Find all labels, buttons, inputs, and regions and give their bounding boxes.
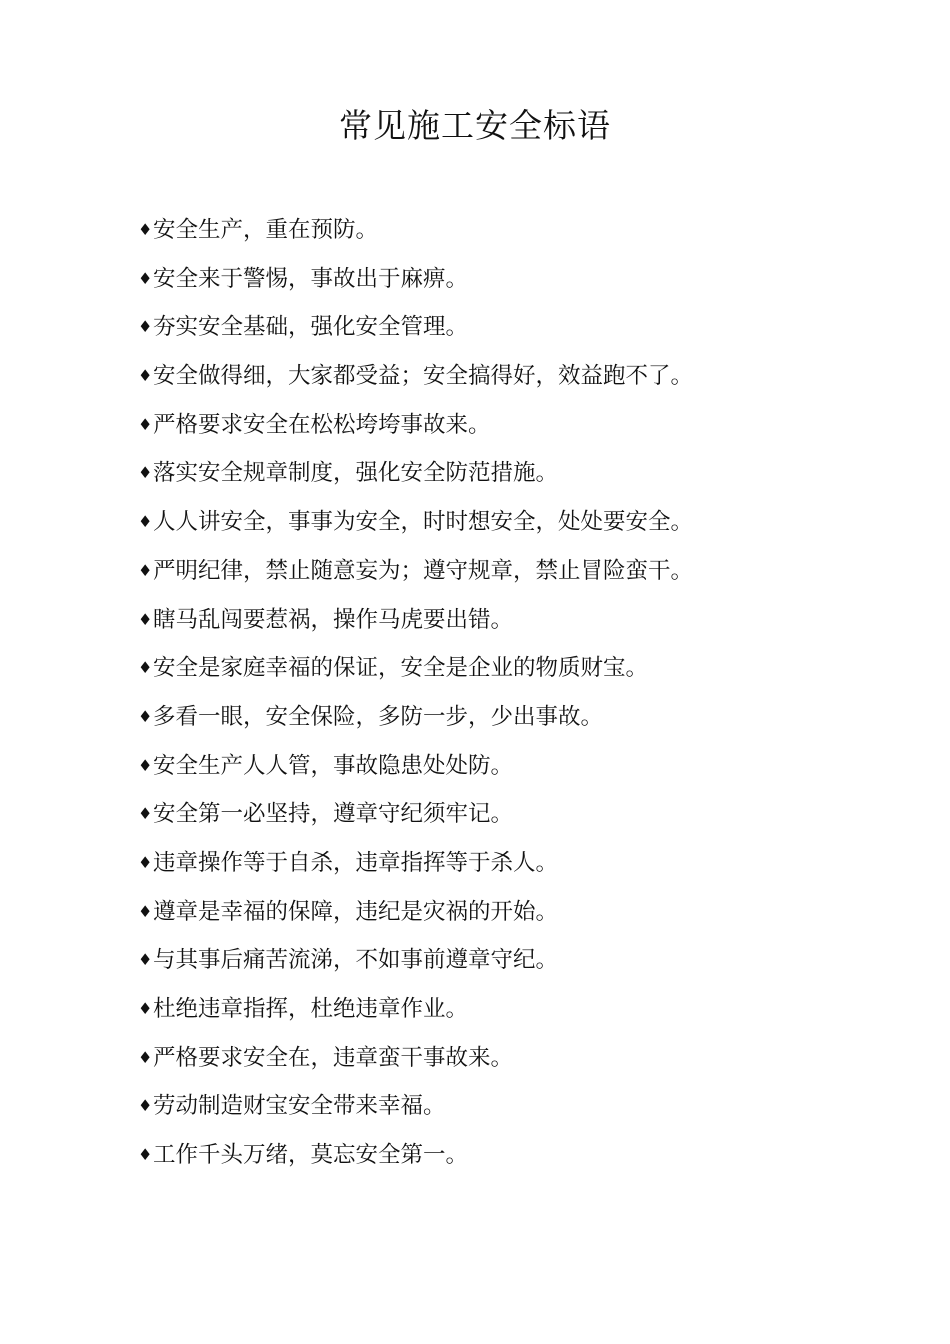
list-item	[138, 693, 898, 742]
diamond-bullet-icon: ♦	[138, 560, 153, 580]
diamond-bullet-icon: ♦	[138, 463, 153, 483]
diamond-bullet-icon: ♦	[138, 414, 153, 434]
list-item	[138, 352, 898, 401]
slogan-text: 劳动制造财宝安全带来幸福。	[153, 1093, 446, 1120]
list-item	[138, 206, 898, 255]
slogan-text: 多看一眼，安全保险，多防一步，少出事故。	[153, 703, 604, 730]
slogan-text: 违章操作等于自杀，违章指挥等于杀人。	[153, 849, 559, 876]
diamond-bullet-icon: ♦	[138, 220, 153, 239]
list-item	[138, 596, 898, 645]
diamond-bullet-icon: ♦	[138, 609, 153, 629]
list-item	[138, 449, 898, 498]
slogan-text: 落实安全规章制度，强化安全防范措施。	[153, 460, 559, 487]
list-item	[138, 742, 898, 791]
slogan-text: 与其事后痛苦流涕，不如事前遵章守纪。	[153, 947, 559, 974]
list-item	[138, 1131, 898, 1180]
slogan-text: 安全第一必坚持，遵章守纪须牢记。	[153, 801, 514, 828]
list-item	[138, 790, 898, 839]
diamond-bullet-icon: ♦	[138, 366, 153, 386]
slogan-text: 严格要求安全在松松垮垮事故来。	[153, 411, 491, 438]
slogan-text: 遵章是幸福的保障，违纪是灾祸的开始。	[153, 898, 559, 925]
list-item	[138, 936, 898, 985]
list-item	[138, 644, 898, 693]
list-item	[138, 303, 898, 352]
diamond-bullet-icon: ♦	[138, 852, 153, 872]
diamond-bullet-icon: ♦	[138, 706, 153, 726]
diamond-bullet-icon: ♦	[138, 512, 153, 532]
list-item	[138, 839, 898, 888]
diamond-bullet-icon: ♦	[138, 999, 153, 1018]
diamond-bullet-icon: ♦	[138, 804, 153, 824]
diamond-bullet-icon: ♦	[138, 268, 153, 288]
diamond-bullet-icon: ♦	[138, 1047, 153, 1067]
diamond-bullet-icon: ♦	[138, 755, 153, 775]
list-item	[138, 985, 898, 1034]
slogan-text: 杜绝违章指挥，杜绝违章作业。	[153, 996, 469, 1022]
diamond-bullet-icon: ♦	[138, 901, 153, 921]
list-item	[138, 547, 898, 596]
list-item	[138, 255, 898, 304]
list-item	[138, 401, 898, 450]
list-item	[138, 1082, 898, 1131]
slogan-text: 瞎马乱闯要惹祸，操作马虎要出错。	[153, 606, 514, 633]
list-item	[138, 888, 898, 937]
slogan-text: 安全做得细，大家都受益；安全搞得好，效益跑不了。	[153, 363, 694, 390]
diamond-bullet-icon: ♦	[138, 1145, 153, 1165]
diamond-bullet-icon: ♦	[138, 658, 153, 678]
diamond-bullet-icon: ♦	[138, 1096, 153, 1116]
slogan-text: 夯实安全基础，强化安全管理。	[153, 314, 469, 341]
slogan-text: 安全是家庭幸福的保证，安全是企业的物质财宝。	[153, 655, 649, 682]
slogan-text: 安全生产，重在预防。	[153, 217, 379, 243]
slogan-text: 严格要求安全在，违章蛮干事故来。	[153, 1044, 514, 1071]
slogan-text: 人人讲安全，事事为安全，时时想安全，处处要安全。	[153, 509, 694, 536]
slogan-text: 严明纪律，禁止随意妄为；遵守规章，禁止冒险蛮干。	[153, 557, 694, 584]
diamond-bullet-icon: ♦	[138, 317, 153, 337]
slogan-text: 安全生产人人管，事故隐患处处防。	[153, 752, 514, 779]
list-item	[138, 1034, 898, 1083]
slogan-list	[138, 206, 898, 1180]
page-title: 常见施工安全标语	[339, 106, 611, 145]
slogan-text: 安全来于警惕，事故出于麻痹。	[153, 265, 469, 292]
slogan-text: 工作千头万绪，莫忘安全第一。	[153, 1142, 469, 1169]
list-item	[138, 498, 898, 547]
diamond-bullet-icon: ♦	[138, 950, 153, 970]
